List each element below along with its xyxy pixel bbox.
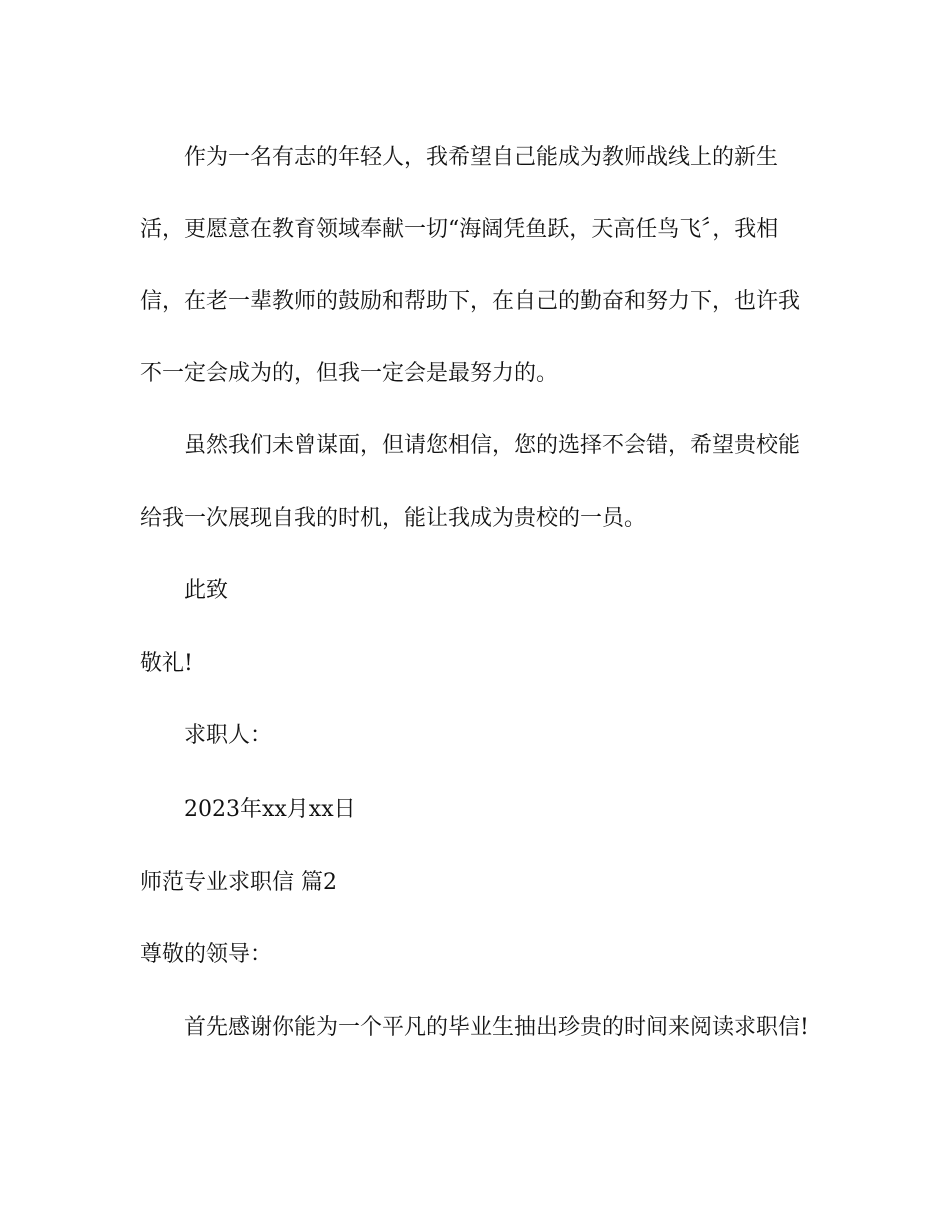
greeting: 尊敬的领导： — [140, 942, 273, 967]
paragraph-line: 作为一名有志的年轻人，我希望自己能成为教师战线上的新生 — [184, 145, 779, 170]
closing-regards: 敬礼! — [140, 651, 193, 676]
paragraph-line: 虽然我们未曾谋面，但请您相信，您的选择不会错，希望贵校能 — [184, 433, 801, 458]
paragraph-line: 首先感谢你能为一个平凡的毕业生抽出珍贵的时间来阅读求职信! — [184, 1015, 809, 1040]
paragraph-line: 给我一次展现自我的时机，能让我成为贵校的一员。 — [140, 506, 647, 531]
date-line: 2023年xx月xx日 — [184, 797, 356, 822]
signature-label: 求职人： — [184, 723, 273, 748]
paragraph-line: 信，在老一辈教师的鼓励和帮助下，在自己的勤奋和努力下，也许我 — [140, 289, 801, 314]
closing-salutation: 此致 — [184, 578, 229, 603]
paragraph-line: 不一定会成为的，但我一定会是最努力的。 — [140, 361, 559, 386]
section-title: 师范专业求职信 篇2 — [140, 870, 337, 895]
paragraph-line: 活，更愿意在教育领域奉献一切“海阔凭鱼跃，天高任鸟飞〞，我相 — [140, 217, 779, 242]
